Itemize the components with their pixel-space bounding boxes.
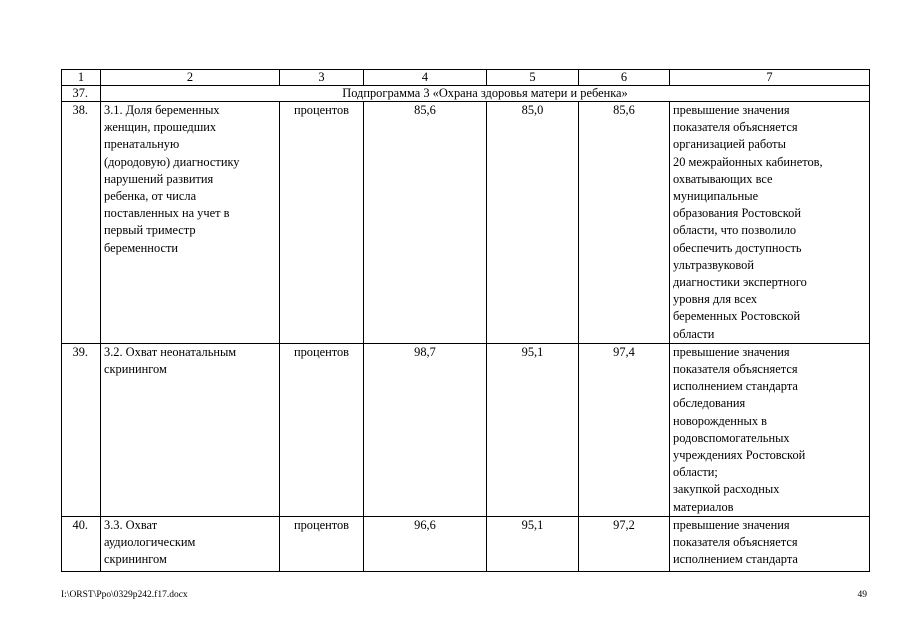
note-line: обеспечить доступность — [673, 240, 802, 255]
note-line: организацией работы — [673, 137, 786, 152]
indicators-table — [61, 69, 870, 572]
table-row — [62, 102, 870, 344]
note-line: учреждениях Ростовской — [673, 448, 806, 463]
table-header-row — [62, 70, 870, 86]
indicator-name-line: 3.3. Охват — [104, 517, 158, 532]
indicator-name-line: скринингом — [104, 362, 167, 377]
value-col-5: 95,1 — [487, 343, 579, 516]
value-col-5: 85,0 — [487, 102, 579, 344]
note-line: области, что позволило — [673, 223, 797, 238]
note-line: ультразвуковой — [673, 257, 754, 272]
note-line: новорожденных в — [673, 413, 767, 428]
indicator-name-line: скринингом — [104, 552, 167, 567]
value-col-6: 97,4 — [579, 343, 670, 516]
table-row — [62, 343, 870, 516]
note-line: обследования — [673, 396, 746, 411]
value-col-6: 97,2 — [579, 516, 670, 571]
indicator-name — [101, 516, 280, 571]
indicator-name — [101, 343, 280, 516]
row-number: 40. — [62, 516, 101, 571]
footer-page-number: 49 — [857, 590, 867, 600]
value-col-4: 85,6 — [364, 102, 487, 344]
note-line: превышение значения — [673, 344, 790, 359]
indicator-name-line: женщин, прошедших — [104, 120, 217, 135]
note-line: материалов — [673, 499, 734, 514]
table-row — [62, 516, 870, 571]
note-line: диагностики экспертного — [673, 275, 807, 290]
note-line: муниципальные — [673, 189, 759, 204]
indicator-name-line: 3.2. Охват неонатальным — [104, 344, 237, 359]
header-col-7: 7 — [670, 70, 870, 86]
indicator-name-line: (дородовую) диагностику — [104, 154, 240, 169]
section-number: 37. — [62, 86, 101, 102]
section-title: Подпрограмма 3 «Охрана здоровья матери и ребенка» — [101, 86, 870, 102]
note-line: показателя объясняется — [673, 362, 798, 377]
unit-cell: процентов — [280, 516, 364, 571]
value-col-4: 98,7 — [364, 343, 487, 516]
indicator-name-line: поставленных на учет в — [104, 206, 230, 221]
row-number: 39. — [62, 343, 101, 516]
header-col-2: 2 — [101, 70, 280, 86]
note-line: исполнением стандарта — [673, 552, 798, 567]
indicator-name-line: первый триместр — [104, 223, 196, 238]
indicator-name — [101, 102, 280, 344]
note-cell — [670, 102, 870, 344]
note-cell — [670, 516, 870, 571]
indicator-name-line: нарушений развития — [104, 171, 214, 186]
value-col-4: 96,6 — [364, 516, 487, 571]
section-row — [62, 86, 870, 102]
note-line: показателя объясняется — [673, 535, 798, 550]
header-col-5: 5 — [487, 70, 579, 86]
note-line: области; — [673, 465, 718, 480]
note-line: показателя объясняется — [673, 120, 798, 135]
note-line: превышение значения — [673, 517, 790, 532]
note-line: родовспомогательных — [673, 430, 790, 445]
indicator-name-line: аудиологическим — [104, 535, 196, 550]
indicator-name-line: 3.1. Доля беременных — [104, 103, 220, 117]
value-col-5: 95,1 — [487, 516, 579, 571]
note-line: области — [673, 326, 715, 341]
note-line: исполнением стандарта — [673, 379, 798, 394]
header-col-1: 1 — [62, 70, 101, 86]
note-line: охватывающих все — [673, 171, 773, 186]
indicator-name-line: ребенка, от числа — [104, 189, 197, 204]
note-line: образования Ростовской — [673, 206, 801, 221]
note-cell — [670, 343, 870, 516]
indicator-name-line: беременности — [104, 240, 178, 255]
note-line: превышение значения — [673, 103, 790, 117]
note-line: беременных Ростовской — [673, 309, 801, 324]
header-col-4: 4 — [364, 70, 487, 86]
indicator-name-line: пренатальную — [104, 137, 180, 152]
unit-cell: процентов — [280, 102, 364, 344]
row-number: 38. — [62, 102, 101, 344]
note-line: закупкой расходных — [673, 482, 780, 497]
footer-file-path: I:\ORST\Ppo\0329p242.f17.docx — [61, 590, 188, 600]
value-col-6: 85,6 — [579, 102, 670, 344]
header-col-3: 3 — [280, 70, 364, 86]
header-col-6: 6 — [579, 70, 670, 86]
unit-cell: процентов — [280, 343, 364, 516]
note-line: уровня для всех — [673, 292, 758, 307]
note-line: 20 межрайонных кабинетов, — [673, 154, 823, 169]
